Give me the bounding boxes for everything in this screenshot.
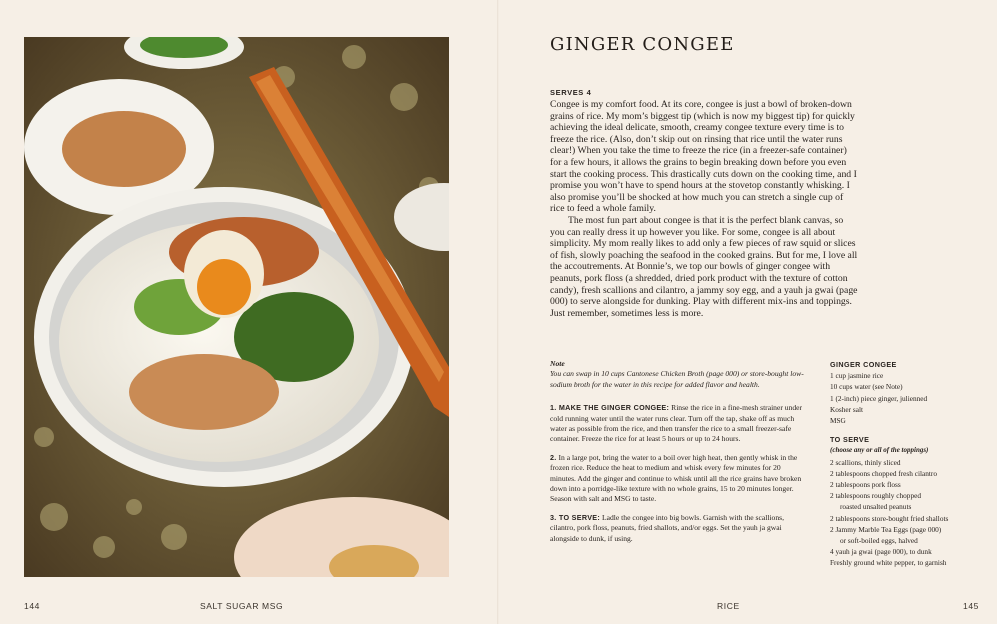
running-head-right: RICE (717, 601, 740, 611)
step-text: Rinse the rice in a fine-mesh strainer under cold running water until the water runs clear. Turn off the tap, shake off as much water as possible from the rice, and then transfer the rice to a small freezer-safe container. Freeze the rice for at least 5 hours or up to 24 hours. (550, 403, 803, 444)
serve-item: 2 tablespoons chopped fresh cilantro (830, 468, 937, 478)
ingredient-item: MSG (830, 416, 846, 426)
serve-item: 2 tablespoons roughly chopped (830, 491, 921, 501)
note-heading: Note (550, 359, 565, 368)
left-page (0, 0, 498, 624)
ingredient-item: 1 (2-inch) piece ginger, julienned (830, 393, 928, 403)
intro-paragraph: The most fun part about congee is that it is the perfect blank canvas, so you can really dress it up however you like. For some, congee is all about simplicity. My mom really likes to add only a few pieces of raw squid or slices of fish, slowly poaching the seafood in the cooked grains. But for me, I love all the accoutrements. At Bonnie’s, we top our bowls of ginger congee with peanuts, pork floss (a shredded, dried pork product with the texture of cotton candy), fresh scallions and cilantro, a jammy soy egg, and a yauh ja gwai (page 000) to serve alongside for dunking. Play with different mix-ins and toppings. Just remember, sometimes less is more. (550, 214, 858, 319)
ingredients-list (830, 359, 975, 569)
method-step (550, 513, 804, 544)
running-head-left: SALT SUGAR MSG (200, 601, 284, 611)
serve-item: 2 tablespoons pork floss (830, 480, 901, 490)
right-page (498, 0, 997, 624)
ingredients-heading: GINGER CONGEE (830, 360, 897, 369)
page-number-left: 144 (24, 601, 40, 611)
serve-item: 2 tablespoons store-bought fried shallots (830, 513, 949, 523)
step-label: 3. TO SERVE: (550, 512, 601, 522)
ingredient-item: Kosher salt (830, 404, 864, 414)
serve-item: or soft-boiled eggs, halved (840, 536, 918, 546)
recipe-title: GINGER CONGEE (550, 34, 735, 55)
method-step (550, 403, 804, 445)
step-label: 1. MAKE THE GINGER CONGEE: (550, 403, 670, 413)
food-photo-icon (24, 37, 449, 577)
serve-item: 2 Jammy Marble Tea Eggs (page 000) (830, 524, 942, 534)
serves-label: SERVES 4 (550, 88, 592, 97)
step-label: 2. (550, 452, 557, 462)
serve-item: 2 scallions, thinly sliced (830, 457, 901, 467)
serve-item: 4 yauh ja gwai (page 000), to dunk (830, 547, 932, 557)
intro-text (550, 99, 858, 319)
step-text: In a large pot, bring the water to a boil over high heat, then gently whisk in the frozen rice. Reduce the heat to medium and whisk every few minutes for 20 minutes. Add the ginger and continue to whisk until all the rice grains have broken down into a porridge-like texture with no whole grains, 15 to 20 minutes longer. Season with salt and MSG to taste. (550, 452, 802, 504)
serve-item: Freshly ground white pepper, to garnish (830, 558, 947, 568)
method-step (550, 453, 804, 505)
serve-item: roasted unsalted peanuts (840, 502, 912, 512)
intro-paragraph: Congee is my comfort food. At its core, congee is just a bowl of broken-down grains of rice. My mom’s biggest tip (which is now my biggest tip) for quickly achieving the ideal delicate, smooth, creamy congee texture every time is to freeze the rice. (Also, don’t skip out on rinsing that rice until the water runs clear!) When you take the time to freeze the rice (in a freezer-safe container) for a few hours, it allows the grains to begin breaking down before you even start the cooking process. This drastically cuts down on the cooking time, and I promise you won’t have to spend hours at the stovetop constantly whisking. I also promise you’ll be shocked at how much you can stretch a single cup of rice to feed a whole family. (550, 99, 857, 215)
method-section (550, 359, 804, 552)
congee-photo (24, 37, 449, 577)
ingredient-item: 10 cups water (see Note) (830, 382, 903, 392)
note-text: You can swap in 10 cups Cantonese Chicken Broth (page 000) or store-bought low-sodium broth for the water in this recipe for added flavor and health. (550, 369, 804, 389)
ingredient-item: 1 cup jasmine rice (830, 371, 884, 381)
serve-subheading: (choose any or all of the toppings) (830, 446, 929, 455)
page-number-right: 145 (963, 601, 979, 611)
serve-heading: TO SERVE (830, 435, 870, 445)
step-text: Ladle the congee into big bowls. Garnish with the scallions, cilantro, pork floss, peanuts, fried shallots, and/or eggs. Set the yauh ja gwai alongside to dunk, if using. (550, 512, 784, 543)
